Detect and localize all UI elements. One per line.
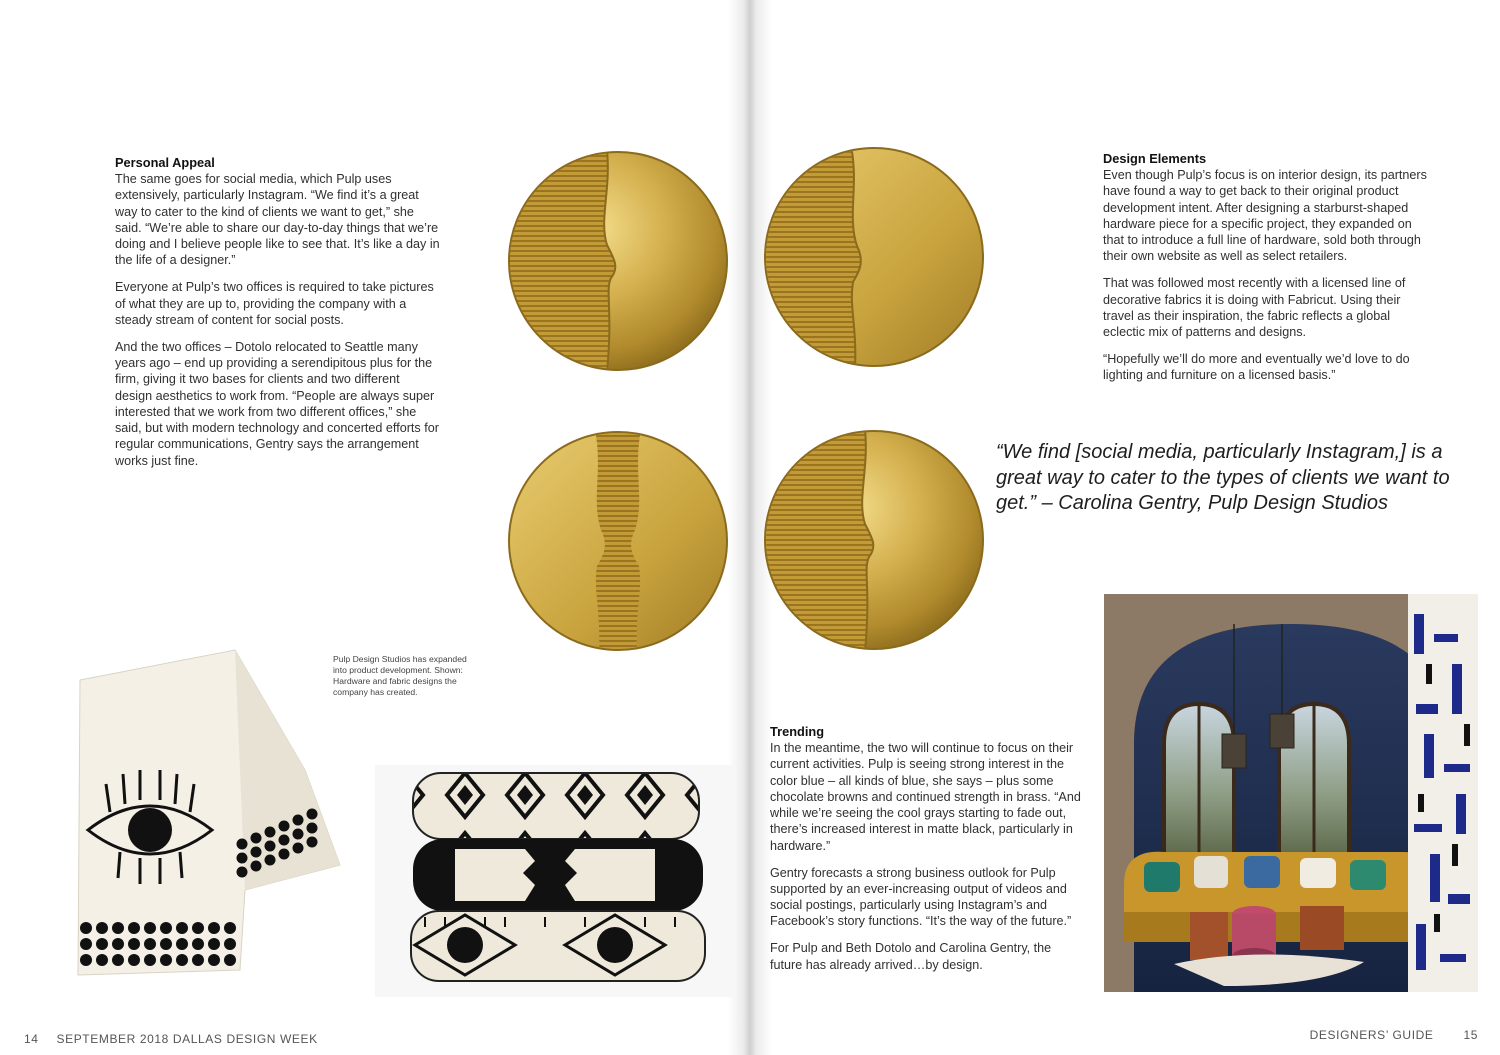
design-elements-section xyxy=(1103,151,1433,394)
pull-quote: “We find [social media, particularly Instagram,] is a great way to cater to the types of clients we want to get.” – Carolina Gentry, Pulp Design Studios xyxy=(996,441,1450,514)
photo-caption: Pulp Design Studios has expanded into product development. Shown: Hardware and fabric designs the company has created. xyxy=(333,654,467,697)
personal-appeal-section xyxy=(115,155,440,480)
brass-medallion-2 xyxy=(763,146,985,368)
stacked-blankets-image xyxy=(375,765,735,997)
design-elements-paragraph-1: Even though Pulp’s focus is on interior design, its partners have found a way to get back to their original product development intent. After designing a starburst-shaped hardware piece for a specific project, they expanded on that to introduce a full line of hardware, sold both through their own website as well as select retailers. xyxy=(1103,168,1427,264)
trending-section xyxy=(770,724,1085,983)
trending-paragraph-2: Gentry forecasts a strong business outlook for Pulp supported by an ever-increasing output of videos and social postings, particularly using Instagram’s and Facebook’s story functions. “It’s the way of the future.” xyxy=(770,865,1072,929)
left-page-running-footer: SEPTEMBER 2018 DALLAS DESIGN WEEK xyxy=(56,1032,318,1046)
personal-appeal-paragraph-1: The same goes for social media, which Pulp uses extensively, particularly Instagram. “We find it’s a great way to cater to the kind of clients we want to get,” she said. “We’re able to share our day-to-day things that we’re doing and I believe people like to see that. It’s like a day in the life of a designer.” xyxy=(115,172,440,268)
personal-appeal-heading: Personal Appeal xyxy=(115,155,215,170)
trending-paragraph-1: In the meantime, the two will continue to focus on their current activities. Pulp is seeing strong interest in the color blue – all kinds of blue, she says – plus some chocolate browns and continued strength in brass. “And while we’re seeing the cool grays starting to fade out, there’s increased interest in matte black, particularly in hardware.” xyxy=(770,741,1081,853)
right-page-running-footer: DESIGNERS’ GUIDE xyxy=(1309,1028,1434,1042)
brass-medallion-3 xyxy=(507,430,729,652)
right-page-folio xyxy=(1310,1028,1478,1042)
trending-heading: Trending xyxy=(770,724,825,739)
personal-appeal-paragraph-2: Everyone at Pulp’s two offices is required to take pictures of what they are up to, providing the company with a steady stream of content for social posts. xyxy=(115,280,434,327)
interior-room-photo xyxy=(1104,594,1478,992)
left-page-number: 14 xyxy=(24,1032,39,1046)
right-page-number: 15 xyxy=(1463,1028,1478,1042)
design-elements-paragraph-2: That was followed most recently with a licensed line of decorative fabrics it is doing with Fabricut. Using their travel as their inspiration, the fabric reflects a global eclectic mix of patterns and designs. xyxy=(1103,276,1406,340)
trending-paragraph-3: For Pulp and Beth Dotolo and Carolina Gentry, the future has already arrived…by design. xyxy=(770,941,1052,972)
left-page-folio xyxy=(24,1032,318,1046)
design-elements-heading: Design Elements xyxy=(1103,151,1207,166)
personal-appeal-paragraph-3: And the two offices – Dotolo relocated to Seattle many years ago – end up providing a serendipitous plus for the firm, giving it two bases for clients and two different design aesthetics to work from. “People are always super interested that we work from two different offices,” she said, but with modern technology and concerted efforts for regular communications, Gentry says the arrangement works just fine. xyxy=(115,339,439,468)
design-elements-paragraph-3: “Hopefully we’ll do more and eventually we’d love to do lighting and furniture on a licensed basis.” xyxy=(1103,351,1410,383)
brass-medallion-4 xyxy=(763,429,985,651)
brass-medallion-1 xyxy=(507,150,729,372)
eye-motif-towel-image xyxy=(70,640,355,985)
